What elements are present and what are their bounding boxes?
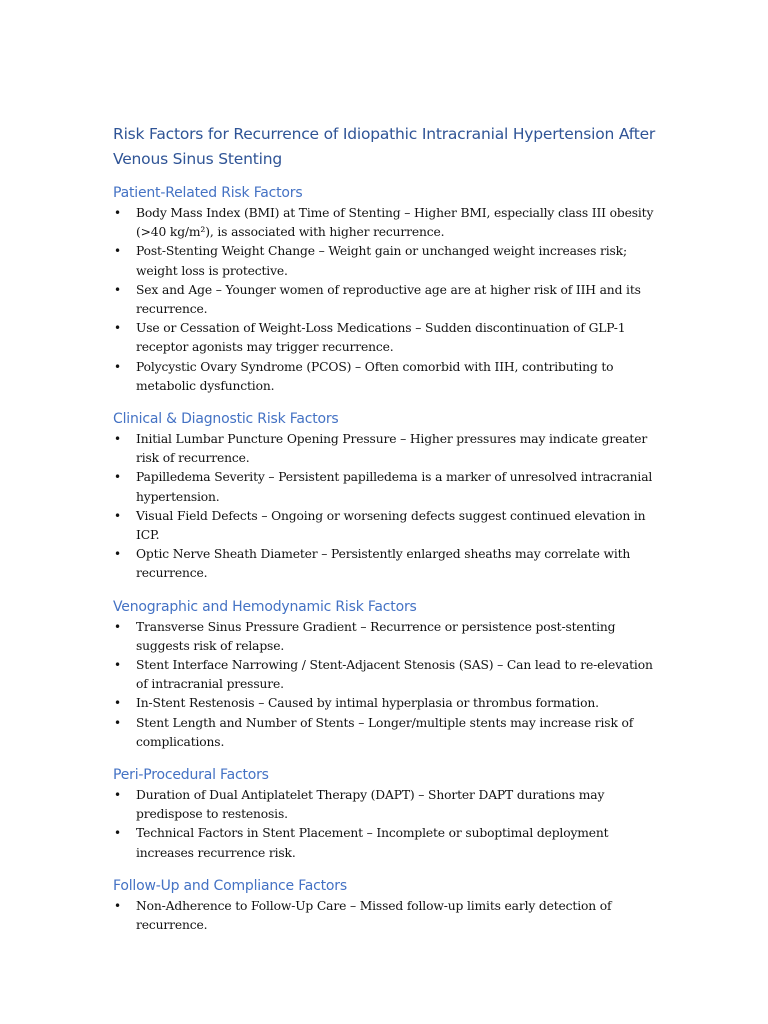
list-item-text: Visual Field Defects – Ongoing or worsening defects suggest continued elevation in ICP. xyxy=(136,508,646,543)
bullet-list xyxy=(113,430,661,584)
section-venographic-hemodynamic xyxy=(113,597,661,752)
list-item xyxy=(113,430,661,468)
bullet-icon: • xyxy=(114,359,121,374)
list-item xyxy=(113,319,661,357)
bullet-icon: • xyxy=(114,658,121,673)
bullet-icon: • xyxy=(114,282,121,297)
list-item xyxy=(113,694,661,713)
section-heading: Patient-Related Risk Factors xyxy=(113,185,303,201)
bullet-icon: • xyxy=(114,898,121,913)
list-item-text: Polycystic Ovary Syndrome (PCOS) – Often comorbid with IIH, contributing to metabolic dysfunction. xyxy=(136,359,614,393)
bullet-icon: • xyxy=(114,547,121,562)
list-item-text: Stent Length and Number of Stents – Longer/multiple stents may increase risk of complications. xyxy=(136,715,634,749)
list-item xyxy=(113,204,661,242)
bullet-list xyxy=(113,786,661,863)
section-peri-procedural xyxy=(113,765,661,863)
list-item xyxy=(113,358,661,396)
list-item xyxy=(113,618,661,656)
bullet-icon: • xyxy=(114,470,121,485)
list-item-text: Optic Nerve Sheath Diameter – Persistently enlarged sheaths may correlate with recurrence. xyxy=(136,547,631,581)
section-heading: Clinical & Diagnostic Risk Factors xyxy=(113,411,339,428)
list-item xyxy=(113,656,661,694)
document-title: Risk Factors for Recurrence of Idiopathic Intracranial Hypertension After Venous Sinus Stenting xyxy=(113,125,656,168)
bullet-icon: • xyxy=(114,432,121,447)
bullet-icon: • xyxy=(114,619,121,634)
bullet-icon: • xyxy=(114,715,121,730)
list-item-text: Initial Lumbar Puncture Opening Pressure – Higher pressures may indicate greater risk of recurrence. xyxy=(136,432,648,466)
list-item xyxy=(113,507,661,545)
bullet-icon: • xyxy=(114,321,121,336)
list-item-text: Use or Cessation of Weight-Loss Medications – Sudden discontinuation of GLP-1 receptor agonists may trigger recurrence. xyxy=(136,321,626,355)
list-item-text: Post-Stenting Weight Change – Weight gain or unchanged weight increases risk; weight loss is protective. xyxy=(136,244,627,278)
list-item-text: Transverse Sinus Pressure Gradient – Recurrence or persistence post-stenting suggests risk of relapse. xyxy=(136,619,616,653)
bullet-list xyxy=(113,204,661,396)
list-item-text: Papilledema Severity – Persistent papilledema is a marker of unresolved intracranial hypertension. xyxy=(136,470,653,504)
list-item-text: Stent Interface Narrowing / Stent-Adjacent Stenosis (SAS) – Can lead to re-elevation of intracranial pressure. xyxy=(136,658,653,692)
list-item xyxy=(113,824,661,862)
list-item xyxy=(113,468,661,506)
section-heading: Peri-Procedural Factors xyxy=(113,767,269,784)
bullet-icon: • xyxy=(114,696,121,711)
document-page xyxy=(113,122,661,948)
section-heading: Follow-Up and Compliance Factors xyxy=(113,877,347,894)
bullet-icon: • xyxy=(114,508,121,523)
list-item-text: Body Mass Index (BMI) at Time of Stenting – Higher BMI, especially class III obesity (>40 kg/m²), is associated with higher recurrence. xyxy=(136,206,654,240)
bullet-icon: • xyxy=(114,206,121,220)
list-item xyxy=(113,281,661,319)
list-item-text: Duration of Dual Antiplatelet Therapy (DAPT) – Shorter DAPT durations may predispose to restenosis. xyxy=(136,788,605,822)
bullet-icon: • xyxy=(114,826,121,841)
list-item-text: Technical Factors in Stent Placement – Incomplete or suboptimal deployment increases recurrence risk. xyxy=(136,826,609,860)
bullet-icon: • xyxy=(114,788,121,803)
section-clinical-diagnostic xyxy=(113,409,661,584)
list-item-text: Sex and Age – Younger women of reproductive age are at higher risk of IIH and its recurrence. xyxy=(136,282,641,317)
list-item-text: In-Stent Restenosis – Caused by intimal hyperplasia or thrombus formation. xyxy=(136,696,599,711)
section-patient-related xyxy=(113,183,661,396)
section-heading: Venographic and Hemodynamic Risk Factors xyxy=(113,598,417,615)
list-item xyxy=(113,242,661,280)
list-item xyxy=(113,545,661,583)
bullet-icon: • xyxy=(114,244,121,259)
list-item-text: Non-Adherence to Follow-Up Care – Missed follow-up limits early detection of recurrence. xyxy=(136,898,612,933)
bullet-list xyxy=(113,618,661,752)
list-item xyxy=(113,714,661,752)
list-item xyxy=(113,897,661,935)
section-follow-up-compliance xyxy=(113,876,661,935)
bullet-list xyxy=(113,897,661,935)
list-item xyxy=(113,786,661,824)
